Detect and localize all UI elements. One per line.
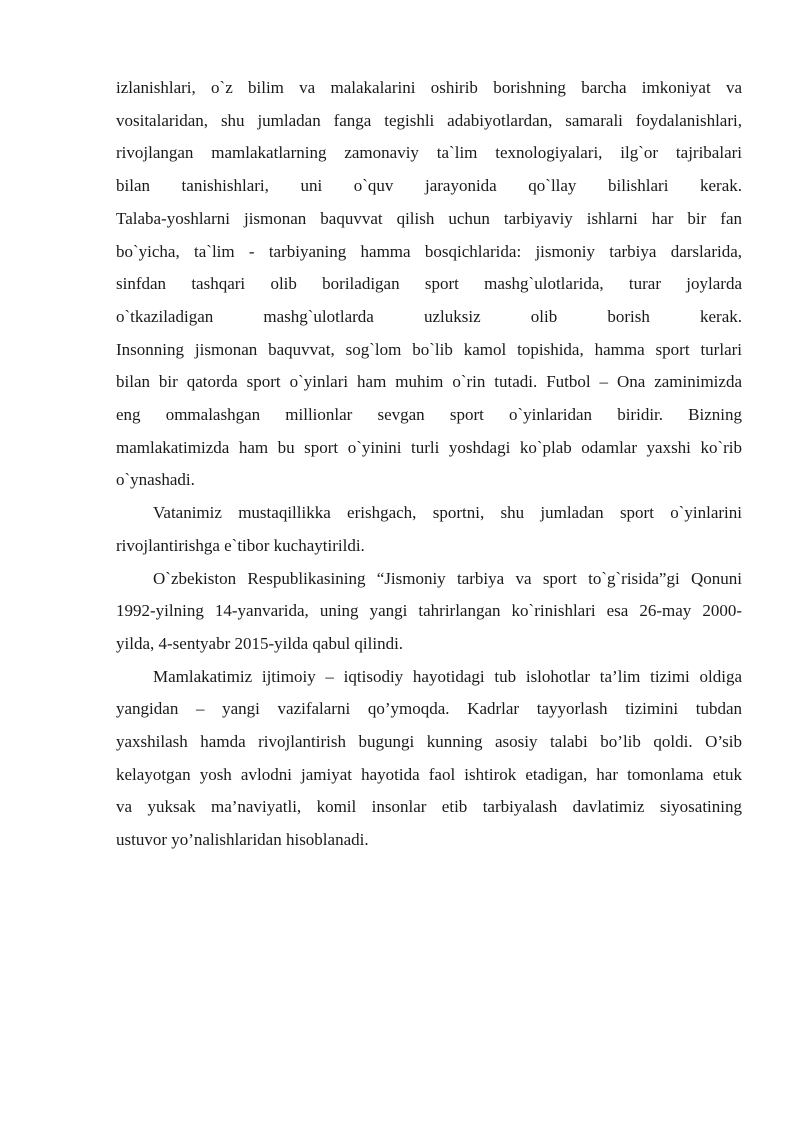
paragraph-4 [116, 661, 742, 857]
text-line: yangidan – yangi vazifalarni qo’ymoqda. Kadrlar tayyorlash tizimini tubdan [116, 699, 742, 719]
text-line: kelayotgan yosh avlodni jamiyat hayotida faol ishtirok etadigan, har tomonlama etuk [116, 764, 742, 784]
text-line: sinfdan tashqari olib boriladigan sport mashg`ulotlarida, turar joylarda [116, 274, 742, 294]
text-line: rivojlangan mamlakatlarning zamonaviy ta`lim texnologiyalari, ilg`or tajribalari [116, 143, 742, 163]
text-line: bilan tanishishlari, uni o`quv jarayonida qo`llay bilishlari kerak. [116, 176, 742, 196]
text-line: O`zbekiston Respublikasining “Jismoniy tarbiya va sport to`g`risida”gi Qonuni [153, 568, 742, 588]
document-body [116, 72, 742, 857]
text-line: va yuksak ma’naviyatli, komil insonlar etib tarbiyalash davlatimiz siyosatining [116, 797, 742, 817]
paragraph-2 [116, 497, 742, 562]
text-line: Mamlakatimiz ijtimoiy – iqtisodiy hayotidagi tub islohotlar ta’lim tizimi oldiga [153, 666, 742, 686]
text-line: Talaba-yoshlarni jismonan baquvvat qilish uchun tarbiyaviy ishlarni har bir fan [116, 208, 742, 228]
text-line: Vatanimiz mustaqillikka erishgach, sportni, shu jumladan sport o`yinlarini [153, 503, 742, 523]
text-line: o`tkaziladigan mashg`ulotlarda uzluksiz olib borish kerak. [116, 306, 742, 326]
paragraph-3 [116, 563, 742, 661]
text-line: o`ynashadi. [116, 470, 195, 490]
text-line: mamlakatimizda ham bu sport o`yinini turli yoshdagi ko`plab odamlar yaxshi ko`rib [116, 437, 742, 457]
text-line: bo`yicha, ta`lim - tarbiyaning hamma bosqichlarida: jismoniy tarbiya darslarida, [116, 241, 742, 261]
paragraph-1 [116, 72, 742, 497]
text-line: ustuvor yo’nalishlaridan hisoblanadi. [116, 830, 369, 850]
text-line: Insonning jismonan baquvvat, sog`lom bo`lib kamol topishida, hamma sport turlari [116, 339, 742, 359]
text-line: yilda, 4-sentyabr 2015-yilda qabul qilindi. [116, 633, 404, 653]
text-line: 1992-yilning 14-yanvarida, uning yangi tahrirlangan ko`rinishlari esa 26-may 2000- [116, 601, 742, 621]
text-line: izlanishlari, o`z bilim va malakalarini oshirib borishning barcha imkoniyat va [116, 78, 742, 97]
text-line: eng ommalashgan millionlar sevgan sport o`yinlaridan biridir. Bizning [116, 405, 742, 425]
text-line: rivojlantirishga e`tibor kuchaytirildi. [116, 535, 365, 555]
text-line: vositalaridan, shu jumladan fanga tegishli adabiyotlardan, samarali foydalanishlari, [116, 110, 742, 130]
text-line: bilan bir qatorda sport o`yinlari ham muhim o`rin tutadi. Futbol – Ona zaminimizda [116, 372, 742, 392]
text-line: yaxshilash hamda rivojlantirish bugungi kunning asosiy talabi bo’lib qoldi. O’sib [116, 732, 742, 752]
